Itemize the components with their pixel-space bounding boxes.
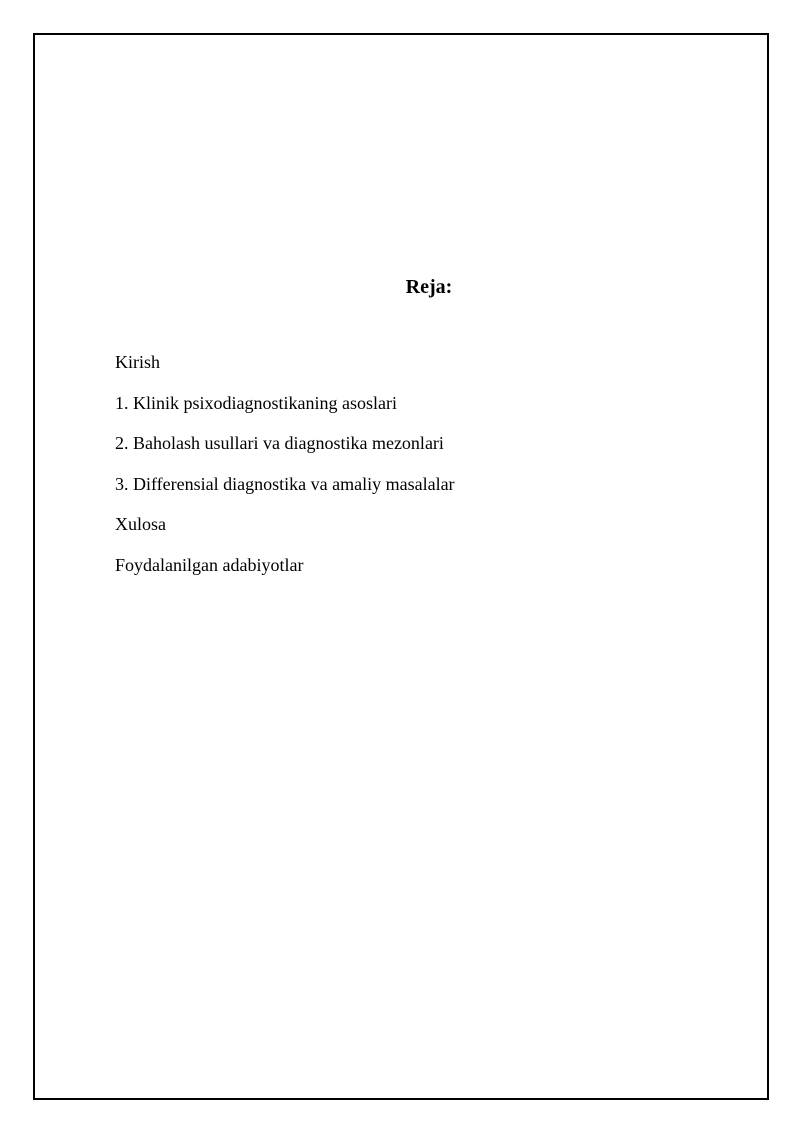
toc-item-references: Foydalanilgan adabiyotlar [115,554,304,575]
page-title: Reja: [405,276,453,298]
toc-item-chapter-1: 1. Klinik psixodiagnostikaning asoslari [115,392,397,413]
toc-item-conclusion: Xulosa [115,514,166,535]
table-of-contents [115,350,455,594]
toc-item-introduction: Kirish [115,352,160,372]
toc-item-chapter-3: 3. Differensial diagnostika va amaliy masalalar [115,473,455,494]
toc-item-chapter-2: 2. Baholash usullari va diagnostika mezonlari [115,433,444,454]
